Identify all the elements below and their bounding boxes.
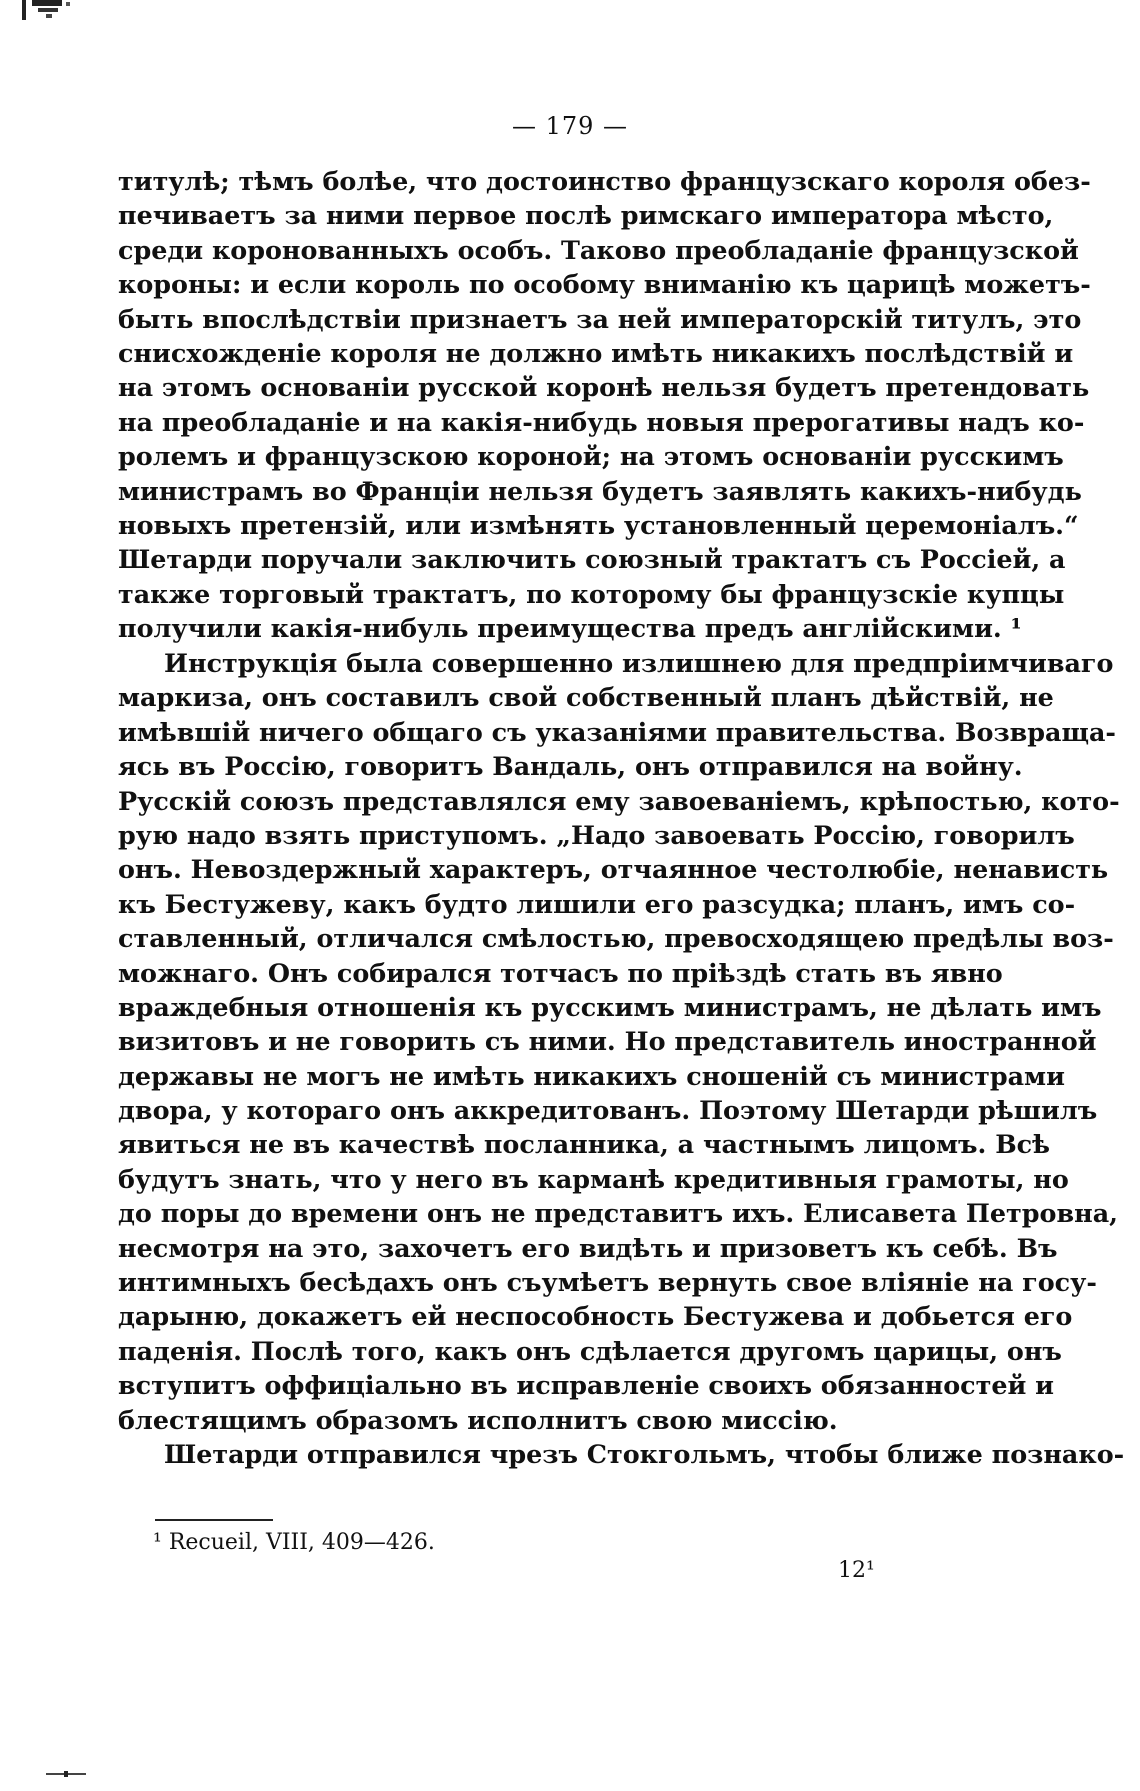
text-line: маркиза, онъ составилъ свой собственный планъ дѣйствій, не bbox=[118, 682, 1054, 713]
bottom-ink-mark bbox=[46, 1771, 86, 1777]
text-line: среди коронованныхъ особъ. Таково преобладаніе французской bbox=[118, 234, 1079, 265]
text-line: на преобладаніе и на какія-нибудь новыя прерогативы надъ ко- bbox=[118, 406, 1085, 437]
text-line: враждебныя отношенія къ русскимъ министрамъ, не дѣлать имъ bbox=[118, 991, 1102, 1022]
text-line: ставленный, отличался смѣлостью, превосходящею предѣлы воз- bbox=[118, 923, 1114, 954]
text-line: рую надо взять приступомъ. „Надо завоевать Россію, говорилъ bbox=[118, 819, 1075, 850]
text-line: будутъ знать, что у него въ карманѣ кредитивныя грамоты, но bbox=[118, 1163, 1069, 1194]
text-line: на этомъ основаніи русской коронѣ нельзя будетъ претендовать bbox=[118, 372, 1090, 403]
text-line: титулѣ; тѣмъ болѣе, что достоинство французскаго короля обез- bbox=[118, 166, 1091, 196]
text-line: Шетарди отправился чрезъ Стокгольмъ, чтобы ближе познако- bbox=[164, 1439, 1125, 1469]
signature-mark: 12¹ bbox=[838, 1558, 875, 1583]
text-line: короны: и если король по особому вниманію къ царицѣ можетъ- bbox=[118, 269, 1091, 300]
corner-ink-mark bbox=[22, 0, 92, 24]
text-line: ясь въ Россію, говоритъ Вандаль, онъ отправился на войну. bbox=[118, 751, 1023, 782]
text-line: явиться не въ качествѣ посланника, а частнымъ лицомъ. Всѣ bbox=[118, 1129, 1050, 1160]
paragraph-instruction bbox=[118, 646, 1120, 1437]
text-line: несмотря на это, захочетъ его видѣть и призоветъ къ себѣ. Въ bbox=[118, 1232, 1058, 1263]
text-line: Русскій союзъ представлялся ему завоеваніемъ, крѣпостью, кото- bbox=[118, 785, 1120, 816]
footnote-divider bbox=[155, 1519, 273, 1521]
text-line: до поры до времени онъ не представитъ ихъ. Елисавета Петровна, bbox=[118, 1198, 1118, 1229]
text-line: Шетарди поручали заключить союзный трактатъ съ Россіей, а bbox=[118, 544, 1066, 575]
text-line: державы не могъ не имѣть никакихъ сношеній съ министрами bbox=[118, 1060, 1065, 1091]
text-line: министрамъ во Франціи нельзя будетъ заявлять какихъ-нибудь bbox=[118, 475, 1082, 506]
text-line: вступитъ оффиціально въ исправленіе своихъ обязанностей и bbox=[118, 1370, 1054, 1401]
text-line: получили какія-нибуль преимущества предъ англійскими. ¹ bbox=[118, 613, 1022, 644]
text-line: новыхъ претензій, или измѣнять установленный церемоніалъ.“ bbox=[118, 509, 1079, 540]
text-line: интимныхъ бесѣдахъ онъ съумѣетъ вернуть свое вліяніе на госу- bbox=[118, 1267, 1097, 1298]
text-line: быть впослѣдствіи признаетъ за ней императорскій титулъ, это bbox=[118, 303, 1082, 334]
text-line: дарыню, докажетъ ей неспособность Бестужева и добьется его bbox=[118, 1301, 1073, 1332]
text-line: также торговый трактатъ, по которому бы французскіе купцы bbox=[118, 578, 1065, 609]
text-line: паденія. Послѣ того, какъ онъ сдѣлается другомъ царицы, онъ bbox=[118, 1335, 1062, 1366]
text-line: блестящимъ образомъ исполнитъ свою миссію. bbox=[118, 1404, 838, 1435]
text-line: имѣвшій ничего общаго съ указаніями правительства. Возвраща- bbox=[118, 716, 1116, 747]
text-line: снисхожденіе короля не должно имѣть никакихъ послѣдствій и bbox=[118, 337, 1074, 368]
text-line: къ Бестужеву, какъ будто лишили его разсудка; планъ, имъ со- bbox=[118, 888, 1076, 919]
paragraph-departure bbox=[118, 1437, 1125, 1471]
text-line: визитовъ и не говорить съ ними. Но представитель иностранной bbox=[118, 1026, 1097, 1057]
text-line: печиваетъ за ними первое послѣ римскаго императора мѣсто, bbox=[118, 200, 1054, 231]
text-line: двора, у котораго онъ аккредитованъ. Поэтому Шетарди рѣшилъ bbox=[118, 1095, 1098, 1126]
text-line: ролемъ и французскою короной; на этомъ основаніи русскимъ bbox=[118, 441, 1064, 472]
text-line: Инструкція была совершенно излишнею для предпріимчиваго bbox=[164, 648, 1114, 678]
footnote: ¹ Recueil, VIII, 409—426. bbox=[153, 1530, 435, 1555]
paragraph-continuation bbox=[118, 164, 1091, 645]
text-line: онъ. Невоздержный характеръ, отчаянное честолюбіе, ненависть bbox=[118, 854, 1109, 885]
text-line: можнаго. Онъ собирался тотчасъ по пріѣздѣ стать въ явно bbox=[118, 957, 1003, 988]
page-number: — 179 — bbox=[511, 112, 629, 140]
